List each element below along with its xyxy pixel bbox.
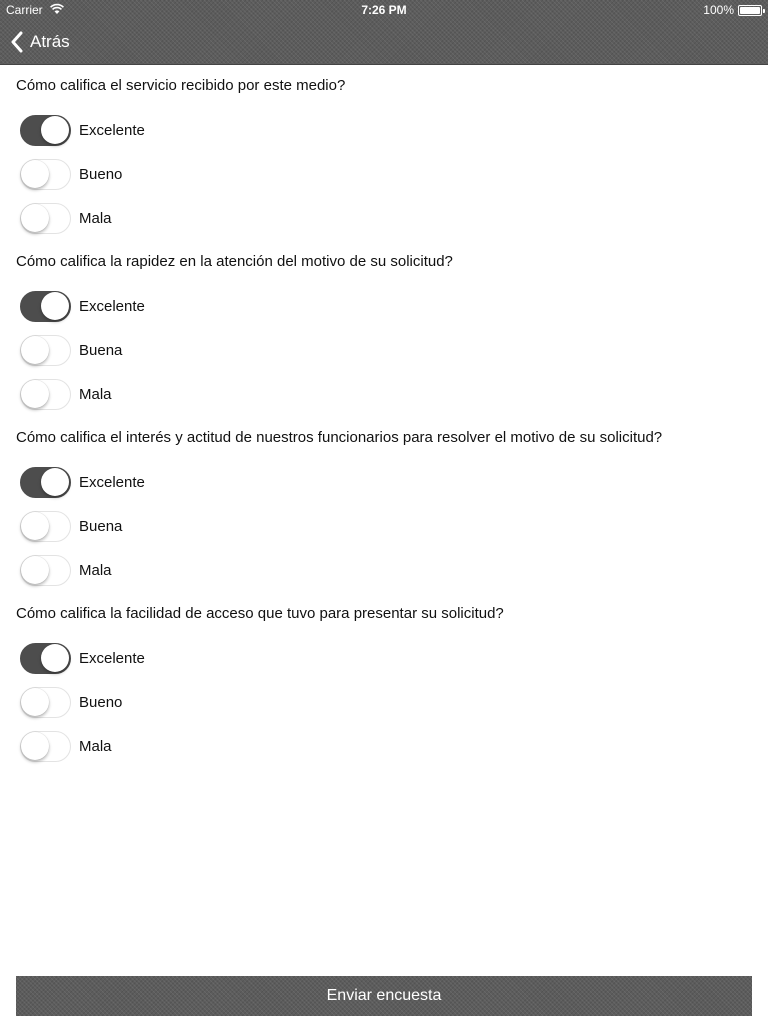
- option-label: Mala: [79, 209, 112, 227]
- submit-survey-button[interactable]: Enviar encuesta: [16, 976, 752, 1016]
- toggle-switch[interactable]: [20, 687, 71, 718]
- switch-knob: [41, 644, 69, 672]
- option-label: Mala: [79, 561, 112, 579]
- option-label: Excelente: [79, 297, 145, 315]
- switch-knob: [21, 336, 49, 364]
- option-row: [20, 334, 122, 366]
- battery-percent: 100%: [703, 3, 734, 17]
- switch-knob: [21, 732, 49, 760]
- back-button[interactable]: [10, 28, 70, 56]
- option-row: [20, 378, 112, 410]
- switch-knob: [21, 160, 49, 188]
- option-label: Excelente: [79, 473, 145, 491]
- toggle-switch[interactable]: [20, 467, 71, 498]
- toggle-switch[interactable]: [20, 203, 71, 234]
- switch-knob: [21, 380, 49, 408]
- option-row: [20, 510, 122, 542]
- battery-icon: [738, 5, 762, 16]
- option-row: [20, 554, 112, 586]
- option-row: [20, 466, 145, 498]
- question-text: Cómo califica el servicio recibido por este medio?: [16, 77, 346, 94]
- switch-knob: [21, 556, 49, 584]
- question-text: Cómo califica la facilidad de acceso que tuvo para presentar su solicitud?: [16, 605, 504, 622]
- toggle-switch[interactable]: [20, 555, 71, 586]
- question-text: Cómo califica el interés y actitud de nuestros funcionarios para resolver el motivo de su solicitud?: [16, 429, 663, 446]
- switch-knob: [41, 292, 69, 320]
- toggle-switch[interactable]: [20, 335, 71, 366]
- back-label: Atrás: [30, 32, 70, 51]
- navigation-bar: [0, 0, 768, 65]
- toggle-switch[interactable]: [20, 379, 71, 410]
- option-row: [20, 114, 145, 146]
- option-row: [20, 686, 122, 718]
- switch-knob: [21, 688, 49, 716]
- switch-knob: [41, 116, 69, 144]
- option-label: Mala: [79, 737, 112, 755]
- option-row: [20, 730, 112, 762]
- toggle-switch[interactable]: [20, 291, 71, 322]
- toggle-switch[interactable]: [20, 731, 71, 762]
- option-label: Bueno: [79, 693, 123, 711]
- option-label: Buena: [79, 517, 123, 535]
- switch-knob: [21, 204, 49, 232]
- toggle-switch[interactable]: [20, 643, 71, 674]
- carrier-label: Carrier: [6, 3, 43, 17]
- question-text: Cómo califica la rapidez en la atención del motivo de su solicitud?: [16, 253, 453, 270]
- option-row: [20, 290, 145, 322]
- option-row: [20, 642, 145, 674]
- option-row: [20, 202, 112, 234]
- option-label: Mala: [79, 385, 112, 403]
- option-label: Excelente: [79, 121, 145, 139]
- status-bar: [0, 0, 768, 20]
- switch-knob: [21, 512, 49, 540]
- chevron-left-icon: [10, 31, 24, 53]
- toggle-switch[interactable]: [20, 115, 71, 146]
- option-row: [20, 158, 122, 190]
- option-label: Buena: [79, 341, 123, 359]
- clock-label: 7:26 PM: [361, 3, 407, 17]
- switch-knob: [41, 468, 69, 496]
- toggle-switch[interactable]: [20, 159, 71, 190]
- toggle-switch[interactable]: [20, 511, 71, 542]
- option-label: Excelente: [79, 649, 145, 667]
- option-label: Bueno: [79, 165, 123, 183]
